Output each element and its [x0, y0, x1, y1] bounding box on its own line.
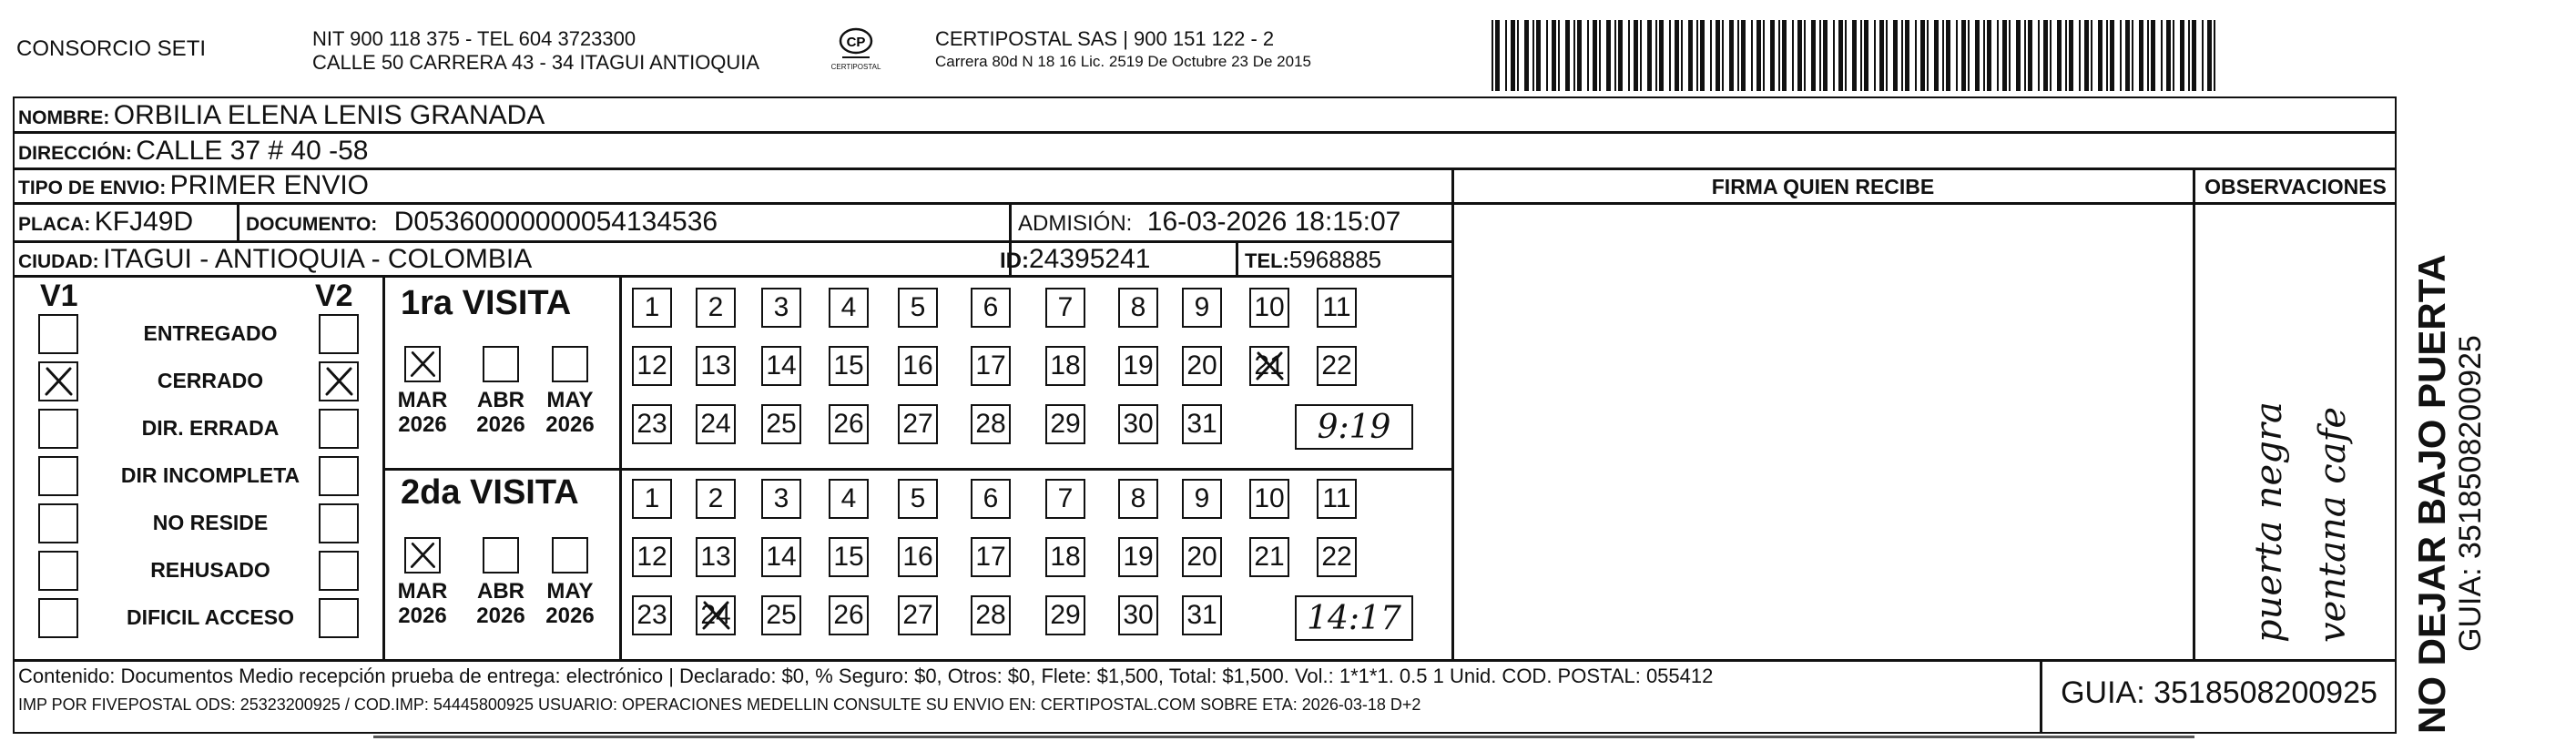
month-year: 2026: [545, 604, 595, 628]
v2-label: V2: [315, 279, 353, 313]
logo-text: CERTIPOSTAL: [830, 63, 881, 71]
logo-icon: [835, 27, 877, 62]
barcode-bar: [1729, 20, 1734, 91]
barcode-bar: [1833, 20, 1835, 91]
month-checkbox: [483, 537, 519, 574]
day-box: 31: [1182, 404, 1222, 444]
divider: [13, 167, 2397, 170]
day-box: 29: [1045, 595, 1085, 635]
month-year: 2026: [476, 604, 525, 628]
barcode-bar: [1756, 20, 1761, 91]
barcode-bar: [2028, 20, 2032, 91]
nombre-row: [18, 100, 545, 131]
barcode-bar: [2098, 20, 2103, 91]
day-box: 14: [761, 537, 801, 577]
day-box: 21: [1249, 537, 1289, 577]
x-mark-icon: [406, 539, 439, 572]
barcode-bar: [1905, 20, 1909, 91]
footer-contenido: Contenido: Documentos Medio recepción prueba de entrega: electrónico | Declarado: $0, % Seguro: $0, Otros: $0, Flete: $1,500, Total: $1,500. Vol.: 1*1*1. 0.5 1 Unid. COD. POSTAL: 055412: [18, 665, 1714, 687]
day-box: 4: [829, 479, 869, 519]
barcode-bar: [1819, 20, 1821, 91]
day-box: 16: [898, 346, 938, 386]
divider: [13, 275, 1453, 278]
barcode-bar: [1968, 20, 1970, 91]
barcode-bar: [1492, 20, 1493, 91]
day-box: 5: [898, 288, 938, 328]
day-box: 21: [1249, 346, 1289, 386]
month-checkbox: [404, 346, 441, 382]
day-box: 27: [898, 595, 938, 635]
side-guia: GUIA: 3518508200925: [2453, 335, 2488, 652]
documento-label: DOCUMENTO:: [246, 214, 378, 235]
barcode-bar: [1987, 20, 1991, 91]
barcode-bar: [1778, 20, 1780, 91]
x-mark-icon: [697, 597, 734, 634]
barcode-bar: [1901, 20, 1903, 91]
barcode-bar: [1741, 20, 1746, 91]
barcode-bar: [1669, 20, 1671, 91]
barcode-bar: [2110, 20, 2114, 91]
month-name: ABR: [477, 579, 524, 604]
divider: [619, 275, 622, 659]
barcode-bar: [1920, 20, 1925, 91]
barcode-bar: [1532, 20, 1534, 91]
day-box: 15: [829, 346, 869, 386]
ciudad-label: CIUDAD:: [18, 251, 99, 272]
barcode-bar: [1634, 20, 1638, 91]
svg-text:puerta negra: puerta negra: [2248, 401, 2290, 643]
day-box: 22: [1317, 537, 1357, 577]
barcode-bar: [2038, 20, 2040, 91]
tipo-value: PRIMER ENVIO: [169, 170, 370, 200]
company-address: CALLE 50 CARRERA 43 - 34 ITAGUI ANTIOQUIA: [312, 51, 760, 74]
barcode-bar: [2016, 20, 2021, 91]
month-name: MAR: [397, 388, 448, 412]
barcode-bar: [1587, 20, 1589, 91]
month-checkbox: [483, 346, 519, 382]
status-label: DIR INCOMPLETA: [120, 463, 300, 487]
v1-checkbox: [38, 598, 78, 638]
nombre-label: NOMBRE:: [18, 107, 110, 128]
barcode-bar: [2091, 20, 2092, 91]
barcode-bar: [1716, 20, 1720, 91]
day-box: 16: [898, 537, 938, 577]
day-box: 5: [898, 479, 938, 519]
barcode-bar: [1860, 20, 1862, 91]
barcode-bar: [1700, 20, 1705, 91]
day-box: 22: [1317, 346, 1357, 386]
tel-row: [1245, 246, 1381, 274]
footer-guia: GUIA: 3518508200925: [2061, 675, 2377, 710]
admision-row: [1018, 207, 1400, 238]
barcode-bar: [1606, 20, 1611, 91]
barcode-bar: [1997, 20, 1999, 91]
barcode-bar: [2120, 20, 2122, 91]
month-name: MAR: [397, 579, 448, 604]
barcode-bar: [1599, 20, 1601, 91]
ciudad-value: ITAGUI - ANTIOQUIA - COLOMBIA: [103, 244, 533, 274]
barcode-bar: [2139, 20, 2143, 91]
day-box: 3: [761, 288, 801, 328]
barcode-bar: [1874, 20, 1876, 91]
barcode-bar: [1737, 20, 1739, 91]
barcode-bar: [1710, 20, 1712, 91]
v1-label: V1: [40, 279, 78, 313]
v1-checkbox: [38, 314, 78, 354]
side-title: NO DEJAR BAJO PUERTA: [2410, 254, 2453, 734]
day-box: 11: [1317, 288, 1357, 328]
divider: [13, 202, 2397, 205]
tipo-label: TIPO DE ENVIO:: [18, 178, 167, 198]
month-name: MAY: [546, 579, 594, 604]
firma-label: FIRMA QUIEN RECIBE: [1711, 175, 1935, 198]
day-box: 29: [1045, 404, 1085, 444]
day-box: 2: [696, 288, 736, 328]
barcode-bar: [1524, 20, 1529, 91]
barcode-bar: [1511, 20, 1515, 91]
barcode-bar: [1565, 20, 1570, 91]
day-box: 28: [971, 595, 1011, 635]
barcode-bar: [2024, 20, 2026, 91]
barcode-bar: [1536, 20, 1541, 91]
barcode-bar: [2069, 20, 2073, 91]
day-box: 30: [1118, 404, 1158, 444]
barcode-bar: [1573, 20, 1575, 91]
day-box: 23: [632, 404, 672, 444]
v1-checkbox: [38, 456, 78, 496]
placa-value: KFJ49D: [94, 207, 194, 237]
barcode-bar: [1797, 20, 1802, 91]
time-box: 9:19: [1295, 404, 1413, 450]
barcode-bar: [1722, 20, 1724, 91]
day-box: 20: [1182, 537, 1222, 577]
barcode-bar: [1961, 20, 1966, 91]
barcode-bar: [1879, 20, 1884, 91]
direccion-label: DIRECCIÓN:: [18, 143, 132, 164]
day-box: 14: [761, 346, 801, 386]
observaciones-label: OBSERVACIONES: [2204, 175, 2387, 198]
day-box: 7: [1045, 288, 1085, 328]
visit2-title: 2da VISITA: [401, 473, 579, 512]
day-box: 24: [696, 404, 736, 444]
barcode-bar: [2192, 20, 2196, 91]
barcode-bar: [2057, 20, 2062, 91]
placa-label: PLACA:: [18, 214, 91, 235]
barcode-bar: [2161, 20, 2163, 91]
documento-row: [246, 207, 718, 238]
barcode-bar: [1983, 20, 1985, 91]
direccion-row: [18, 136, 368, 167]
placa-row: [18, 207, 193, 238]
month-label: [537, 579, 603, 628]
day-box: 12: [632, 346, 672, 386]
svg-text:ventana cafe: ventana cafe: [2312, 406, 2354, 643]
day-box: 12: [632, 537, 672, 577]
month-label: [537, 388, 603, 437]
barcode-bar: [1552, 20, 1556, 91]
status-label: ENTREGADO: [143, 321, 278, 345]
barcode-bar: [1681, 20, 1683, 91]
x-mark-icon: [1251, 348, 1288, 384]
day-box: 9: [1182, 288, 1222, 328]
barcode-bar: [2079, 20, 2081, 91]
day-box: 10: [1249, 479, 1289, 519]
barcode-bar: [1792, 20, 1794, 91]
barcode-bar: [2214, 20, 2215, 91]
barcode-bar: [2151, 20, 2155, 91]
day-box: 20: [1182, 346, 1222, 386]
day-box: 26: [829, 595, 869, 635]
month-name: ABR: [477, 388, 524, 412]
day-box: 9: [1182, 479, 1222, 519]
barcode-bar: [1696, 20, 1698, 91]
barcode-bar: [1546, 20, 1548, 91]
side-note: [2410, 96, 2488, 734]
v1-checkbox: [38, 551, 78, 591]
v1-checkbox: [38, 409, 78, 449]
barcode-bar: [1655, 20, 1657, 91]
footer-imp: IMP POR FIVEPOSTAL ODS: 25323200925 / COD.IMP: 54445800925 USUARIO: OPERACIONES MEDELLIN CONSULTE SU ENVIO EN: CERTIPOSTAL.COM SOBRE ETA: 2026-03-18 D+2: [18, 695, 1421, 714]
day-box: 2: [696, 479, 736, 519]
barcode-bar: [2173, 20, 2174, 91]
admision-label: ADMISIÓN:: [1018, 211, 1133, 236]
direccion-value: CALLE 37 # 40 -58: [136, 136, 369, 166]
courier-info: [935, 27, 1311, 73]
status-label: NO RESIDE: [152, 511, 269, 534]
day-box: 24: [696, 595, 736, 635]
month-year: 2026: [545, 412, 595, 437]
month-label: [390, 579, 455, 628]
barcode-bar: [1577, 20, 1582, 91]
day-box: 26: [829, 404, 869, 444]
day-box: 1: [632, 288, 672, 328]
day-box: 11: [1317, 479, 1357, 519]
day-box: 4: [829, 288, 869, 328]
barcode-bar: [1647, 20, 1652, 91]
month-year: 2026: [398, 412, 447, 437]
day-box: 30: [1118, 595, 1158, 635]
barcode-bar: [2050, 20, 2052, 91]
status-label: DIR. ERRADA: [141, 416, 280, 440]
barcode-bar: [1675, 20, 1679, 91]
barcode-bar: [1975, 20, 1980, 91]
day-box: 19: [1118, 537, 1158, 577]
barcode-bar: [1886, 20, 1888, 91]
month-label: [390, 388, 455, 437]
day-box: 18: [1045, 537, 1085, 577]
barcode-bar: [2084, 20, 2089, 91]
day-box: 31: [1182, 595, 1222, 635]
month-label: [468, 388, 534, 437]
divider: [237, 202, 239, 240]
barcode-bar: [1640, 20, 1642, 91]
id-label: ID:: [1000, 249, 1029, 273]
month-name: MAY: [546, 388, 594, 412]
barcode-bar: [1942, 20, 1944, 91]
barcode-bar: [1751, 20, 1753, 91]
barcode-bar: [2125, 20, 2130, 91]
barcode-bar: [2065, 20, 2067, 91]
barcode-bar: [1915, 20, 1917, 91]
barcode-bar: [2147, 20, 2149, 91]
barcode-bar: [2180, 20, 2184, 91]
day-box: 17: [971, 537, 1011, 577]
barcode-bar: [1688, 20, 1693, 91]
barcode-bar: [1946, 20, 1950, 91]
barcode-bar: [1782, 20, 1787, 91]
barcode-bar: [2188, 20, 2190, 91]
barcode: [1492, 20, 2222, 93]
barcode-bar: [2207, 20, 2212, 91]
divider: [1236, 240, 1238, 275]
month-checkbox: [404, 537, 441, 574]
day-box: 23: [632, 595, 672, 635]
barcode-bar: [1517, 20, 1519, 91]
id-value: 24395241: [1029, 244, 1151, 274]
barcode-bar: [1838, 20, 1843, 91]
barcode-bar: [1618, 20, 1623, 91]
v1-checkbox: [38, 361, 78, 401]
barcode-bar: [1628, 20, 1630, 91]
day-box: 6: [971, 288, 1011, 328]
barcode-bar: [1893, 20, 1898, 91]
time-box: 14:17: [1295, 595, 1413, 641]
day-box: 27: [898, 404, 938, 444]
status-label: CERRADO: [157, 369, 264, 392]
barcode-bar: [1659, 20, 1664, 91]
admision-value: 16-03-2026 18:15:07: [1146, 207, 1401, 237]
courier-nit: CERTIPOSTAL SAS | 900 151 122 - 2: [935, 27, 1275, 50]
svg-text:CP: CP: [846, 35, 866, 50]
barcode-bar: [2132, 20, 2133, 91]
barcode-bar: [1495, 20, 1500, 91]
documento-value: D05360000000054134536: [393, 207, 718, 237]
month-label: [468, 579, 534, 628]
divider: [382, 468, 1453, 471]
barcode-bar: [2106, 20, 2108, 91]
barcode-bar: [1505, 20, 1507, 91]
barcode-bar: [1823, 20, 1828, 91]
day-box: 25: [761, 595, 801, 635]
day-mark: [697, 597, 734, 634]
company-name: CONSORCIO SETI: [16, 36, 207, 61]
day-box: 17: [971, 346, 1011, 386]
barcode-bar: [2043, 20, 2048, 91]
day-box: 13: [696, 346, 736, 386]
barcode-bar: [2166, 20, 2171, 91]
barcode-bar: [1593, 20, 1597, 91]
day-box: 15: [829, 537, 869, 577]
tel-label: TEL:: [1245, 249, 1289, 272]
barcode-bar: [1763, 20, 1765, 91]
status-label: DIFICIL ACCESO: [126, 605, 294, 629]
day-box: 8: [1118, 479, 1158, 519]
day-box: 8: [1118, 288, 1158, 328]
barcode-bar: [1956, 20, 1958, 91]
company-nit: NIT 900 118 375 - TEL 604 3723300: [312, 27, 636, 50]
month-year: 2026: [476, 412, 525, 437]
ciudad-row: [18, 244, 532, 275]
courier-license: Carrera 80d N 18 16 Lic. 2519 De Octubre 23 De 2015: [935, 53, 1311, 70]
barcode-bar: [1770, 20, 1775, 91]
v1-checkbox: [38, 503, 78, 543]
day-box: 28: [971, 404, 1011, 444]
barcode-bar: [2002, 20, 2007, 91]
barcode-bar: [2202, 20, 2204, 91]
barcode-bar: [1845, 20, 1847, 91]
day-box: 18: [1045, 346, 1085, 386]
month-checkbox: [552, 346, 588, 382]
barcode-bar: [1934, 20, 1939, 91]
day-box: 6: [971, 479, 1011, 519]
divider: [382, 275, 385, 659]
month-checkbox: [552, 537, 588, 574]
nombre-value: ORBILIA ELENA LENIS GRANADA: [113, 100, 545, 130]
bottom-rule: [373, 736, 2194, 738]
x-mark-icon: [406, 348, 439, 381]
x-mark-icon: [40, 363, 76, 400]
day-box: 3: [761, 479, 801, 519]
day-box: 1: [632, 479, 672, 519]
observation-handwriting: [2194, 206, 2397, 657]
divider: [13, 131, 2397, 134]
barcode-bar: [1852, 20, 1857, 91]
day-box: 25: [761, 404, 801, 444]
month-year: 2026: [398, 604, 447, 628]
status-label: REHUSADO: [150, 558, 270, 582]
barcode-bar: [1614, 20, 1616, 91]
company-info: [312, 27, 759, 75]
barcode-bar: [1927, 20, 1929, 91]
divider: [1451, 167, 1454, 659]
day-box: 7: [1045, 479, 1085, 519]
barcode-bar: [1811, 20, 1816, 91]
day-box: 19: [1118, 346, 1158, 386]
day-box: 10: [1249, 288, 1289, 328]
barcode-bar: [1864, 20, 1868, 91]
visit1-title: 1ra VISITA: [401, 284, 572, 322]
tipo-row: [18, 170, 369, 201]
barcode-bar: [1804, 20, 1806, 91]
day-mark: [1251, 348, 1288, 384]
barcode-bar: [1558, 20, 1560, 91]
tel-value: 5968885: [1288, 246, 1382, 273]
certipostal-logo: [820, 27, 892, 82]
day-box: 13: [696, 537, 736, 577]
barcode-bar: [2009, 20, 2011, 91]
id-row: [1000, 244, 1150, 275]
